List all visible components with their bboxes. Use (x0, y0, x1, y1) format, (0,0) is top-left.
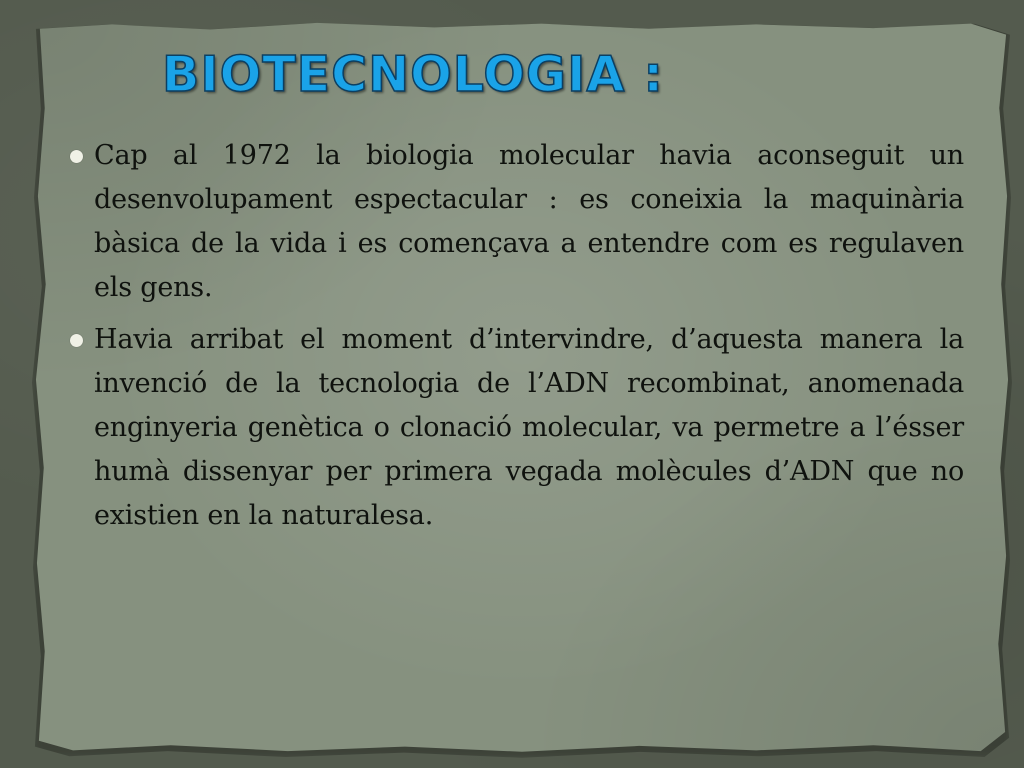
bullet-dot-icon (70, 334, 83, 347)
bullet-dot-icon (70, 150, 83, 163)
bullet-list (70, 134, 964, 546)
bullet-text: Cap al 1972 la biologia molecular havia aconseguit un desenvolupament espectacular : es coneixia la maquinària bàsica de la vida i es començava a entendre com es regulaven els gens. (94, 140, 964, 303)
slide-title: BIOTECNOLOGIA : (162, 46, 664, 103)
bullet-item (70, 318, 964, 538)
bullet-text: Havia arribat el moment d’intervindre, d’aquesta manera la invenció de la tecnologia de l’ADN recombinat, anomenada enginyeria genètica o clonació molecular, va permetre a l’ésser humà dissenyar per primera vegada molècules d’ADN que no existien en la naturalesa. (94, 324, 964, 531)
bullet-item (70, 134, 964, 310)
